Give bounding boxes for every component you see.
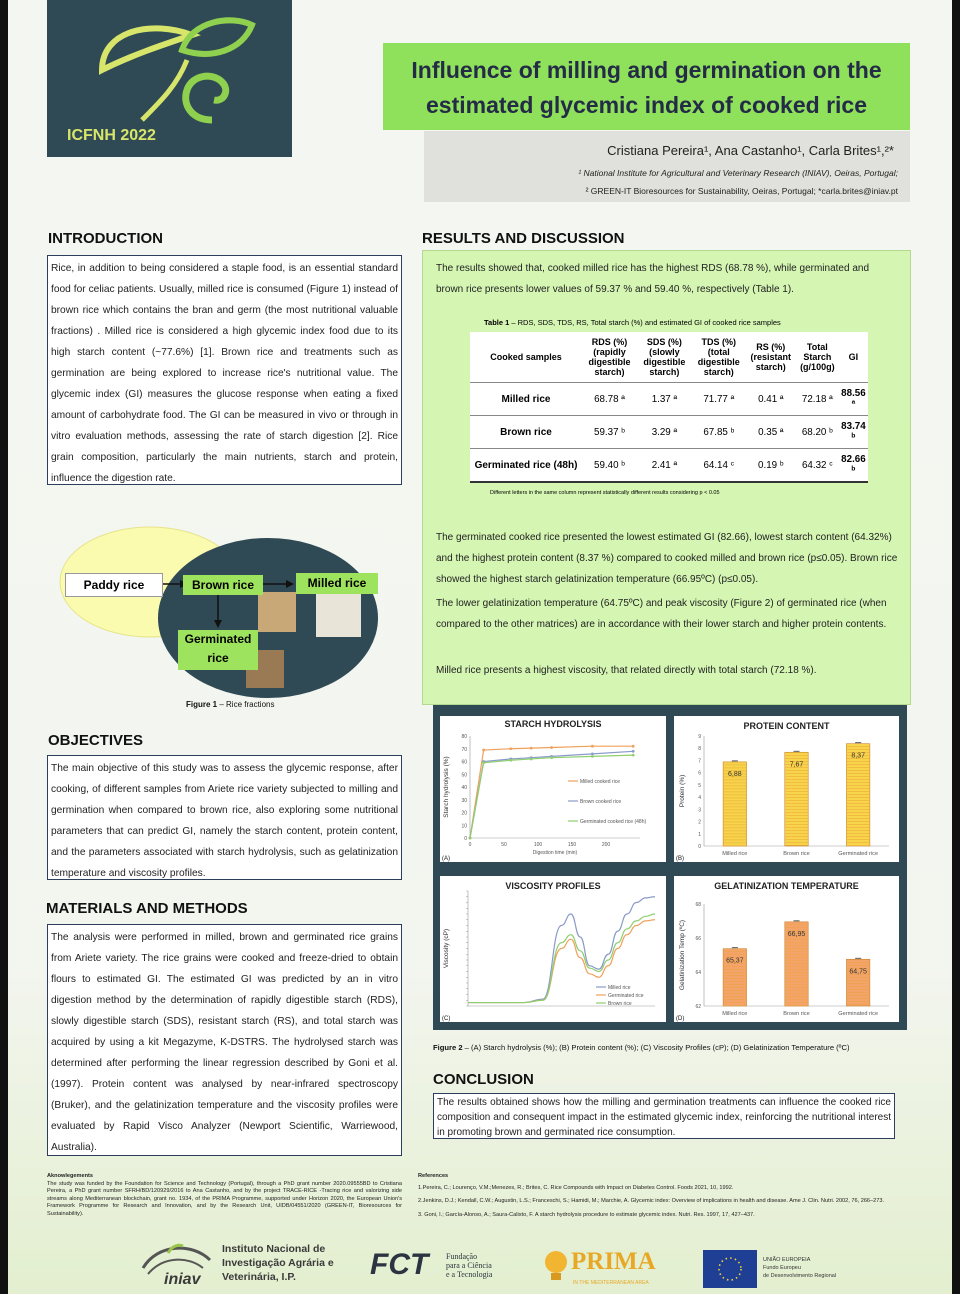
series-line	[470, 755, 633, 838]
table-1	[470, 332, 868, 483]
prima-logo	[543, 1248, 693, 1292]
references-heading: References	[418, 1173, 449, 1179]
milled-rice-label: Milled rice	[296, 573, 378, 594]
y-tick-label: 70	[461, 746, 467, 753]
conclusion-text: The results obtained shows how the milling and germination treatments can influence the cooked rice composition and consequent impact in the estimated glycemic index, reinforcing the nutritional interest in promoting brown and germinated rice consumption.	[433, 1093, 895, 1139]
figure-2-caption-label: Figure 2	[433, 1043, 463, 1052]
x-tick-label: Germinated rice	[838, 851, 879, 857]
table-cell: 64.14 ᶜ	[692, 449, 746, 483]
germinated-rice-label	[178, 630, 258, 670]
y-tick-label: 4	[698, 795, 701, 802]
data-label: 7,67	[789, 761, 804, 769]
conclusion-heading: CONCLUSION	[433, 1071, 534, 1088]
legend-label: Germinated cooked rice (48h)	[580, 819, 647, 825]
brown-rice-label: Brown rice	[183, 575, 263, 595]
iniav-text	[222, 1242, 334, 1284]
eu-line-1: UNIÃO EUROPEIA	[763, 1257, 811, 1263]
legend-label: Germinated rice	[608, 993, 644, 999]
x-tick-label: 0	[468, 842, 472, 848]
chart-b-svg	[674, 716, 899, 862]
chart-d-svg	[674, 876, 899, 1022]
results-paragraph-2: The germinated cooked rice presented the lowest estimated GI (82.66), lowest starch content (64.32%) and the highest protein content (8.37 %) compared to cooked milled and brown rice (p≤0.05). Brown rice showed the highest starch gelatinization temperature (66.95ºC) (p≤0.05).	[436, 532, 898, 585]
data-label: 64,75	[849, 968, 867, 976]
eu-flag-icon	[703, 1250, 757, 1288]
results-paragraph-4: Milled rice presents a highest viscosity, that related directly with total starch (72.18 %).	[436, 665, 817, 676]
y-tick-label: 20	[461, 810, 467, 817]
germinated-label-line-1: Germinated	[184, 632, 252, 646]
figure-1-caption-text: – Rice fractions	[217, 700, 275, 709]
lightbulb-icon	[543, 1250, 569, 1282]
table-header: Total Starch (g/100g)	[796, 332, 839, 383]
y-tick-label: 3	[698, 807, 701, 814]
acknowledgements-text: The study was funded by the Foundation for Science and Technology (Portugal), through a PhD grant number 2020.09555BD to Cristiana Pereira, a PhD grant number SFRH/BD/120929/2016 to Ana Castanho, and by the project TRACE-RICE -Tracing rice and valorizing side streams along Mediterranean blockchain, grant no. 1934, of the PRIMA Programme, supported under Horizon 2020, the European Union's Framework Programme for Research and Innovation, and by the Research Unit, UIDB/04551/2020 (GREEN-IT, Bioresources for Sustainability).	[47, 1180, 402, 1217]
protein-content-chart	[674, 716, 899, 862]
data-label: 65,37	[726, 957, 744, 965]
table-1-caption-label: Table 1	[484, 318, 510, 327]
x-tick-label: 150	[567, 842, 577, 848]
chart-title: PROTEIN CONTENT	[743, 721, 830, 731]
eu-line-3: de Desenvolvimento Regional	[763, 1273, 837, 1279]
table-cell: 68.78 ª	[582, 383, 637, 416]
results-heading: RESULTS AND DISCUSSION	[422, 230, 625, 247]
table-cell: 2.41 ª	[637, 449, 692, 483]
leaf-spiral-icon	[82, 10, 282, 125]
x-axis-label: Digestion time (min)	[532, 850, 578, 856]
table-row	[470, 449, 868, 483]
panel-label: (A)	[442, 856, 450, 862]
x-tick-label: 100	[533, 842, 543, 848]
data-point	[632, 754, 635, 757]
data-point	[509, 747, 512, 750]
fct-text	[446, 1252, 492, 1279]
authors-bar	[424, 131, 910, 202]
y-tick-label: 64	[695, 970, 701, 976]
y-axis-label: Starch hydrolysis (%)	[443, 756, 450, 818]
y-axis-label: Viscosity (cP)	[443, 928, 450, 969]
panel-label: (D)	[676, 1016, 685, 1022]
legend-label: Milled cooked rice	[580, 779, 621, 785]
chart-title: GELATINIZATION TEMPERATURE	[714, 881, 859, 891]
figure-2-caption-text: – (A) Starch hydrolysis (%); (B) Protein content (%); (C) Viscosity Profiles (cP); (D) Gelatinization Temperature (ºC)	[462, 1043, 850, 1052]
poster	[8, 0, 952, 1294]
data-point	[591, 745, 594, 748]
reference-3: 3. Goni, I.; García-Alonso, A.; Saura-Calixto, F. A starch hydrolysis procedure to estimate glycemic index. Nutri. Res. 1997, 17, 427–437.	[418, 1211, 755, 1218]
y-tick-label: 2	[698, 819, 701, 826]
table-header: RS (%) (resistant starch)	[746, 332, 796, 383]
table-cell: 64.32 ᶜ	[796, 449, 839, 483]
references	[418, 1173, 918, 1219]
authors: Cristiana Pereira¹, Ana Castanho¹, Carla Brites¹,²*	[607, 143, 894, 158]
y-tick-label: 8	[698, 746, 701, 753]
table-cell: 68.20 ᵇ	[796, 416, 839, 449]
table-1-note: Different letters in the same column represent statistically different results considering p < 0.05	[490, 490, 720, 496]
y-tick-label: 68	[695, 902, 701, 908]
acknowledgements-heading: Aknowlegements	[47, 1173, 94, 1179]
table-cell: Germinated rice (48h)	[470, 449, 582, 483]
data-label: 8,37	[851, 752, 865, 760]
y-tick-label: 10	[461, 823, 467, 830]
title-line-2: estimated glycemic index of cooked rice	[426, 92, 867, 118]
fct-line-2: para a Ciência	[446, 1261, 492, 1270]
y-tick-label: 0	[464, 836, 467, 842]
iniav-line-3: Veterinária, I.P.	[222, 1271, 296, 1283]
table-header: Cooked samples	[470, 332, 582, 383]
fct-line-3: e a Tecnologia	[446, 1270, 493, 1279]
y-tick-label: 6	[698, 770, 701, 777]
table-1-caption	[484, 318, 781, 327]
table-header: TDS (%) (total digestible starch)	[692, 332, 746, 383]
introduction-heading: INTRODUCTION	[48, 230, 163, 247]
affiliation-1: ¹ National Institute for Agricultural and Veterinary Research (INIAV), Oeiras, Portugal;	[578, 168, 898, 178]
chart-c-svg	[440, 876, 666, 1022]
conference-logo	[47, 0, 292, 157]
x-tick-label: Milled rice	[722, 851, 748, 857]
table-1-caption-text: – RDS, SDS, TDS, RS, Total starch (%) and estimated GI of cooked rice samples	[509, 318, 781, 327]
table-cell: 67.85 ᵇ	[692, 416, 746, 449]
gelatinization-temperature-chart	[674, 876, 899, 1022]
iniav-logo	[138, 1238, 368, 1288]
iniav-line-2: Investigação Agrária e	[222, 1257, 334, 1269]
rice-fractions-diagram	[58, 522, 408, 702]
chart-title: STARCH HYDROLYSIS	[504, 719, 602, 729]
iniav-wordmark: iniav	[164, 1271, 201, 1288]
table-header-row	[470, 332, 868, 383]
table-header: GI	[839, 332, 868, 383]
methods-text: The analysis were performed in milled, brown and germinated rice grains from Ariete variety. The rice grains were cooked and freeze-dried to obtain flours to estimated GI. The estimated GI was predicted by an in vitro digestion method by the determination of rapidly digestible starch (RDS), slowly digestible starch (SDS), resistant starch (RS), and total starch was acquired by using a kit Megazyme, K-DSTRS. The hydrolysed starch was determined after performing the linear regression described by Goni et al. (1997). Protein content was analysed by near-infrared spectroscopy (Bruker), and the gelatinization temperature and the viscosity profiles were evaluated by Rapid Visco Analyzer (Newport Scientific, Warriewood, Australia).	[47, 924, 402, 1156]
panel-label: (B)	[676, 856, 684, 862]
data-point	[482, 761, 485, 764]
affiliation-2: ² GREEN-IT Bioresources for Sustainability, Oeiras, Portugal; *carla.brites@iniav.pt	[585, 186, 898, 196]
poster-title	[383, 53, 910, 123]
x-tick-label: Milled rice	[722, 1011, 748, 1017]
data-label: 66,95	[787, 930, 806, 938]
legend-label: Milled rice	[608, 985, 631, 991]
data-point	[530, 758, 533, 761]
panel-label: (C)	[442, 1016, 451, 1022]
y-tick-label: 5	[698, 782, 701, 789]
x-tick-label: Germinated rice	[838, 1011, 879, 1017]
eu-text	[763, 1256, 836, 1280]
title-bar	[383, 43, 910, 130]
figure-1-caption-label: Figure 1	[186, 700, 218, 709]
data-point	[530, 747, 533, 750]
viscosity-profiles-chart	[440, 876, 666, 1022]
data-point	[591, 752, 594, 755]
prima-subtitle: IN THE MEDITERRANEAN AREA	[573, 1280, 649, 1286]
table-cell: Brown rice	[470, 416, 582, 449]
table-cell: 82.66 ᵇ	[839, 449, 868, 483]
bar	[846, 959, 869, 1006]
table-cell: 59.37 ᵇ	[582, 416, 637, 449]
x-tick-label: 50	[501, 842, 507, 848]
data-point	[482, 749, 485, 752]
y-tick-label: 7	[698, 758, 701, 765]
x-tick-label: Brown rice	[783, 851, 810, 857]
objectives-heading: OBJECTIVES	[48, 732, 144, 749]
table-cell: 71.77 ª	[692, 383, 746, 416]
table-cell: 0.19 ᵇ	[746, 449, 796, 483]
objectives-text: The main objective of this study was to assess the glycemic response, after cooking, of different samples from Ariete rice variety subjected to milling and germination when compared to brown rice, also exploring some nutritional parameters that can predict GI, namely the starch content, protein content, and the parameters associated with starch hydrolysis, such as gelatinization temperature and viscosity profiles.	[47, 755, 402, 880]
data-point	[469, 837, 472, 840]
introduction-text: Rice, in addition to being considered a staple food, is an essential standard food for celiac patients. Usually, milled rice is consumed (Figure 1) instead of brown rice which contains the bran and germ (the most nutritional valuable fractions) . Milled rice is considered a high glycemic index food due to its high starch content (~77.6%) [1]. Brown rice and treatments such as germination are being explored to increase rice's nutritional value. The glycemic index (GI) measures the glucose response when eating a fixed amount of carbohydrate food. The GI can be measured in vivo or through in vitro evaluation methods, assessing the rate of starch digestion [2]. Rice grain composition, particularly the main nutrients, starch and protein, influence the digestion rate.	[47, 255, 402, 485]
x-tick-label: 200	[601, 842, 611, 848]
y-tick-label: 60	[461, 759, 467, 766]
data-point	[509, 759, 512, 762]
y-axis-label: Gelatinization Temp (ºC)	[679, 919, 686, 991]
reference-1: 1.Pereira, C.; Lourenço, V.M.;Menezes, R.; Brites, C. Rice Compounds with Impact on Diabetes Control. Foods 2021, 10, 1992.	[418, 1184, 734, 1191]
table-header: RDS (%) (rapidly digestible starch)	[582, 332, 637, 383]
eu-logo	[703, 1250, 863, 1290]
title-line-1: Influence of milling and germination on the	[411, 57, 882, 83]
y-tick-label: 1	[698, 831, 701, 838]
y-tick-label: 30	[461, 797, 467, 804]
table-cell: 3.29 ª	[637, 416, 692, 449]
table-cell: 0.35 ª	[746, 416, 796, 449]
data-label: 6,88	[728, 770, 742, 778]
y-tick-label: 50	[461, 772, 467, 779]
table-row	[470, 383, 868, 416]
data-point	[591, 755, 594, 758]
legend-label: Brown cooked rice	[580, 799, 622, 805]
results-paragraph-1: The results showed that, cooked milled rice has the highest RDS (68.78 %), while germinated and brown rice presents lower values of 59.37 % and 59.40 %, respectively (Table 1).	[436, 263, 870, 295]
figure-2-caption	[433, 1043, 913, 1052]
table-cell: 83.74 ᵇ	[839, 416, 868, 449]
table-row	[470, 416, 868, 449]
paddy-rice-label: Paddy rice	[65, 573, 163, 597]
conference-name: ICFNH 2022	[67, 127, 156, 144]
y-tick-label: 66	[695, 936, 701, 942]
y-axis-label: Protein (%)	[679, 774, 686, 808]
y-tick-label: 9	[698, 734, 701, 740]
figure-1	[58, 522, 408, 712]
y-tick-label: 40	[461, 785, 467, 791]
iniav-line-1: Instituto Nacional de	[222, 1243, 326, 1255]
y-tick-label: 62	[695, 1004, 701, 1010]
table-cell: Milled rice	[470, 383, 582, 416]
eu-line-2: Fundo Europeu	[763, 1265, 801, 1271]
fct-line-1: Fundação	[446, 1252, 478, 1261]
data-point	[550, 746, 553, 749]
fct-wordmark: FCT	[370, 1248, 429, 1281]
table-cell: 72.18 ª	[796, 383, 839, 416]
prima-wordmark: PRIMA	[571, 1248, 656, 1275]
reference-2: 2.Jenkins, D.J.; Kendall, C.W.; Augustin, L.S.; Franceschi, S.; Hamidi, M.; Marchie, A. Glycemic index: Overview of implications in health and disease. Ame J. Clin. Nutri. 2002, 76, 266–273.	[418, 1198, 885, 1204]
acknowledgements	[47, 1173, 402, 1218]
results-paragraph-3: The lower gelatinization temperature (64.75ºC) and peak viscosity (Figure 2) of germinated rice (when compared to the other matrices) are in accordance with their lower starch and higher protein contents.	[436, 598, 887, 630]
data-point	[632, 745, 635, 748]
table-header: SDS (%) (slowly digestible starch)	[637, 332, 692, 383]
x-tick-label: Brown rice	[783, 1011, 810, 1017]
legend-label: Brown rice	[608, 1001, 632, 1007]
table-cell: 88.56 ª	[839, 383, 868, 416]
table-cell: 1.37 ª	[637, 383, 692, 416]
fct-logo	[370, 1248, 520, 1288]
germinated-label-line-2: rice	[207, 651, 229, 665]
chart-title: VISCOSITY PROFILES	[505, 881, 601, 891]
table-cell: 59.40 ᵇ	[582, 449, 637, 483]
data-point	[632, 750, 635, 753]
figure-1-caption	[186, 700, 306, 709]
data-point	[550, 756, 553, 759]
chart-a-svg	[440, 716, 666, 862]
starch-hydrolysis-chart	[440, 716, 666, 862]
y-tick-label: 80	[461, 734, 467, 740]
methods-heading: MATERIALS AND METHODS	[46, 900, 248, 917]
y-tick-label: 0	[698, 844, 701, 850]
table-cell: 0.41 ª	[746, 383, 796, 416]
